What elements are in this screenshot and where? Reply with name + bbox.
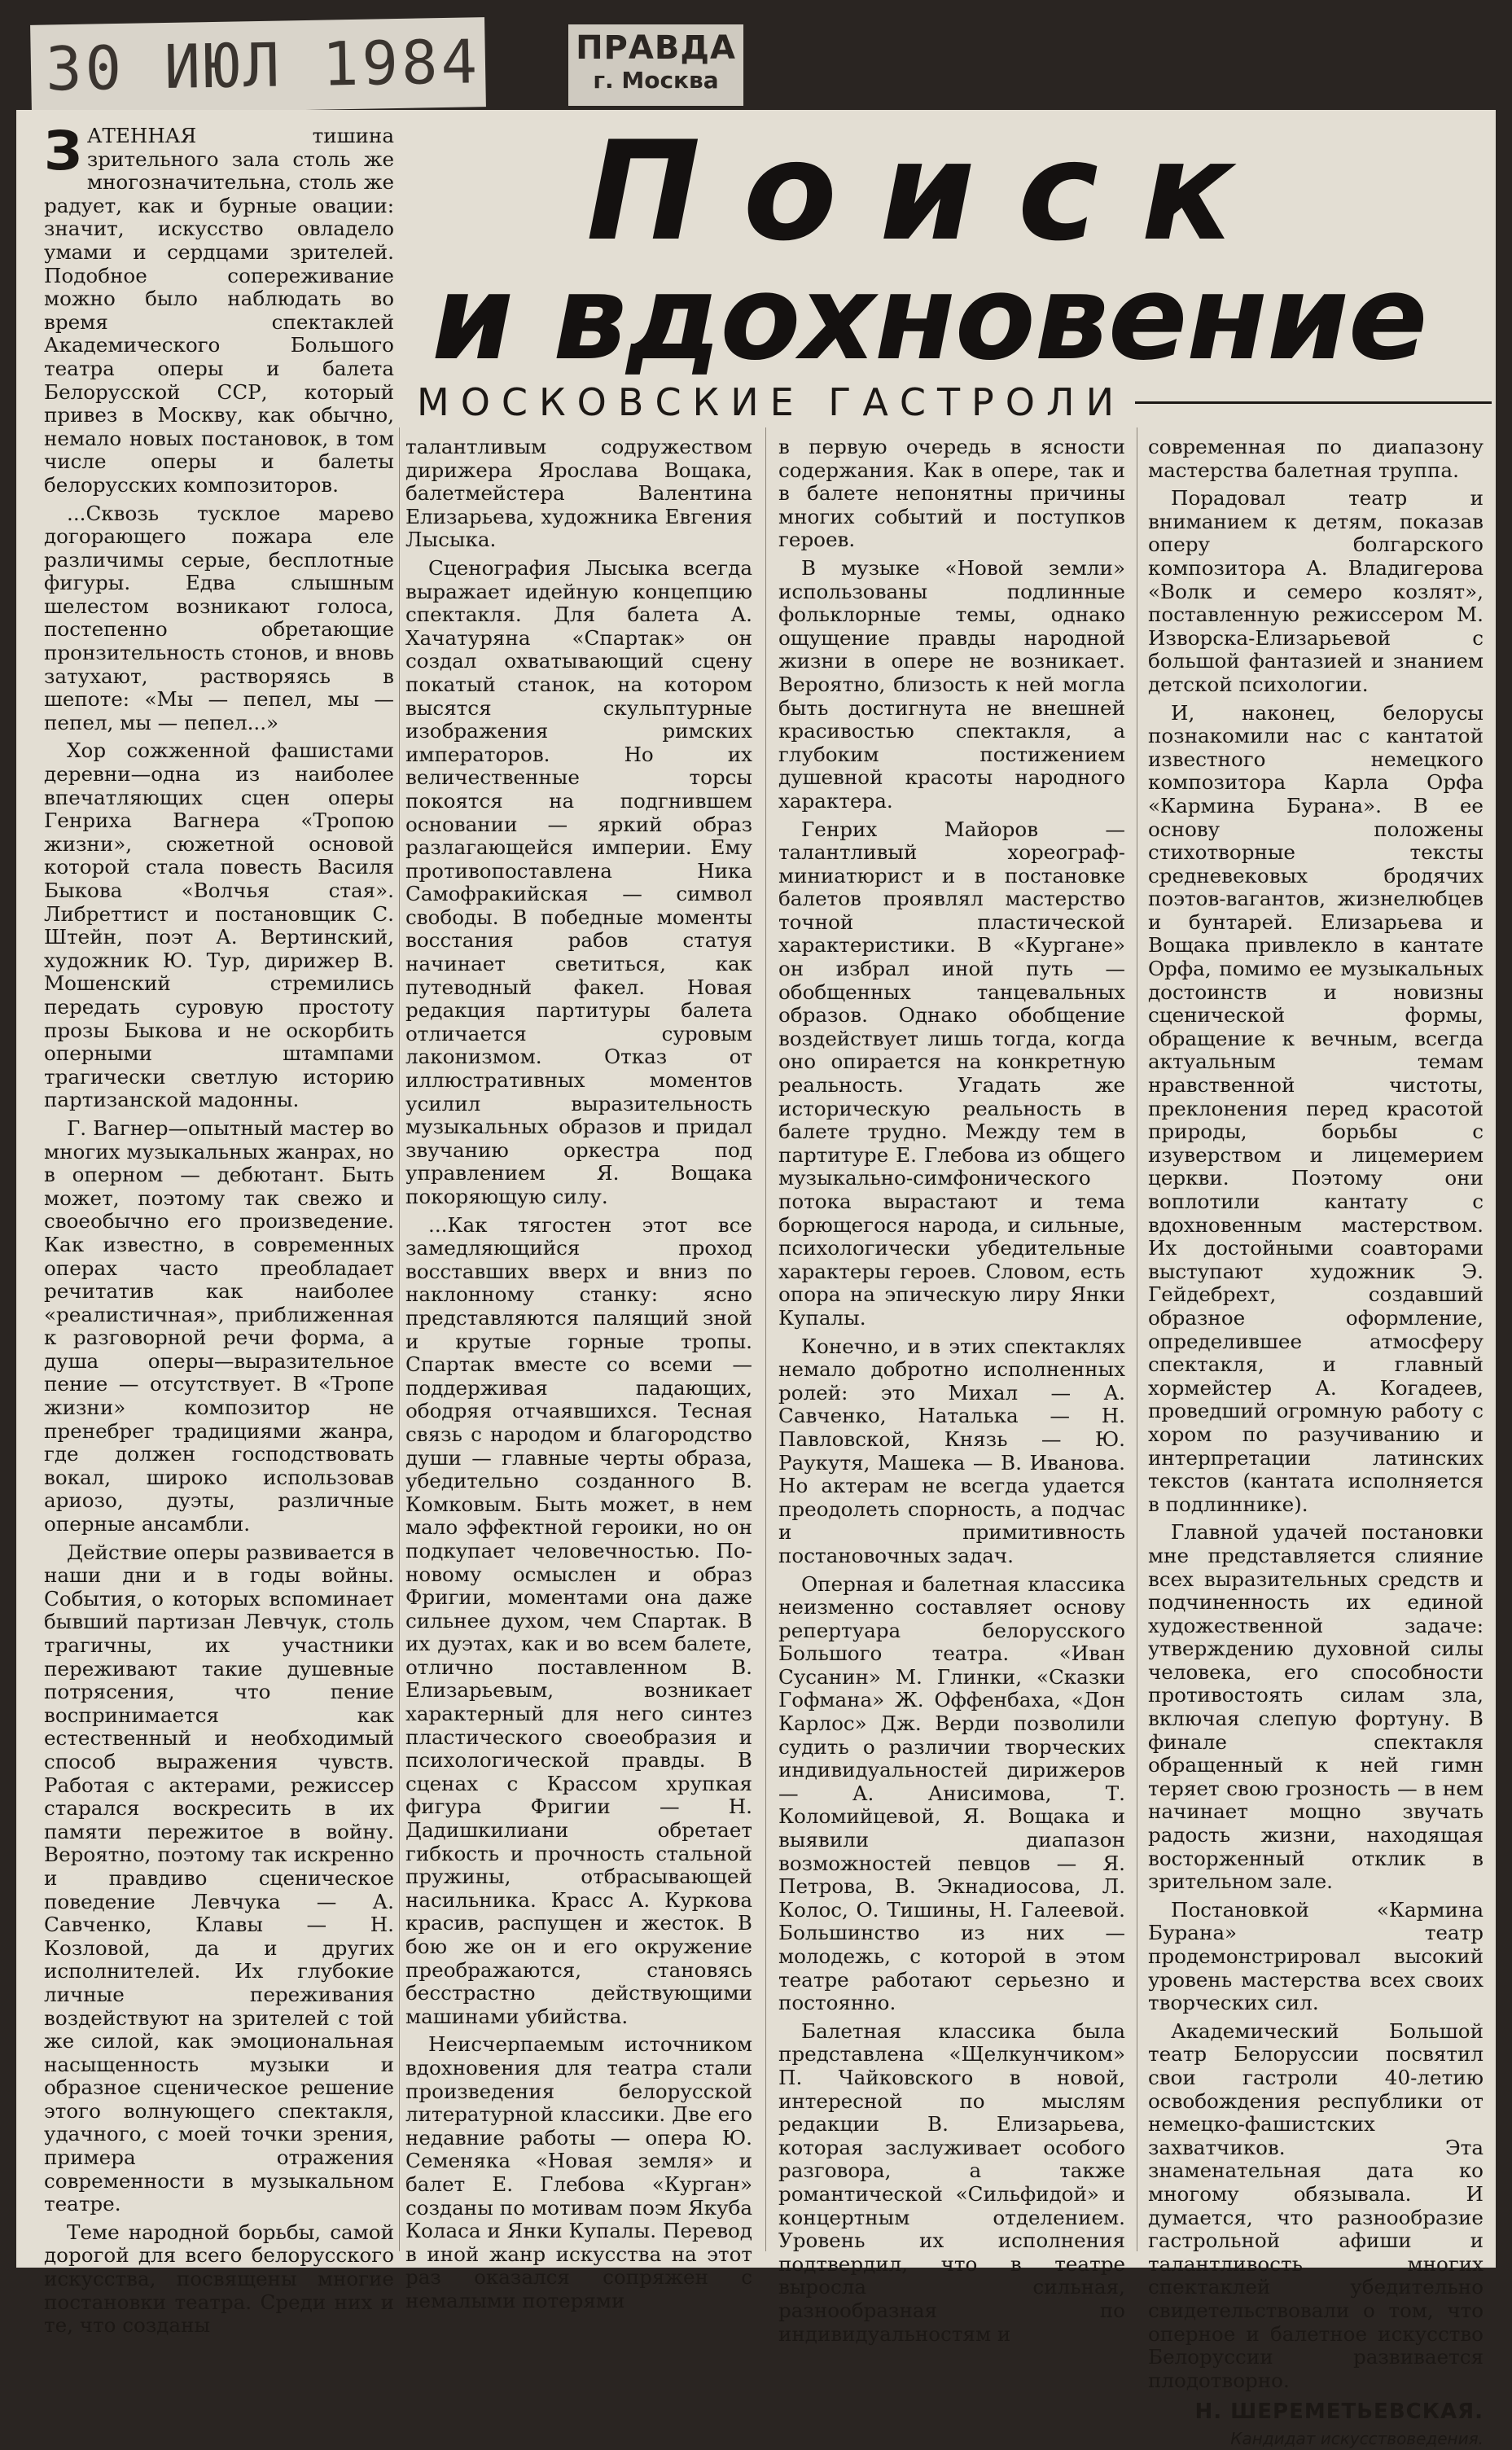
article-column-4 xyxy=(1148,435,1484,2448)
paragraph: Г. Вагнер—опытный мастер во многих музыкальных жанрах, но в оперном — дебютант. Быть может, поэтому так свежо и своеобычно его произведение. Как известно, в современных операх часто преобладает речитатив как наиболее «реалистичная», приближенная к разговорной речи форма, а душа оперы—выразительное пение — отсутствует. В «Тропе жизни» композитор не пренебрег традициями жанра, где должен господствовать вокал, широко использовав ариозо, дуэты, различные оперные ансамбли. xyxy=(44,1115,394,1536)
paragraph: Сценография Лысыка всегда выражает идейную концепцию спектакля. Для балета А. Хачатуряна «Спартак» он создал охватывающий сцену покатый станок, на котором высятся скульптурные изображения римских императоров. Но их величественные торсы покоятся на подгнившем основании — яркий образ разлагающейся империи. Ему противопоставлена Ника Самофракийская — символ свободы. В победные моменты восстания рабов статуя начинает светиться, как путеводный факел. Новая редакция партитуры балета отличается суровым лаконизмом. Отказ от иллюстративных моментов усилил выразительность музыкальных образов и придал звучанию оркестра под управлением Я. Вощака покоряющую силу. xyxy=(405,555,752,1208)
newspaper-city: г. Москва xyxy=(593,67,719,94)
date-stamp: 30 ИЮЛ 1984 xyxy=(30,17,486,115)
headline-line-2: и вдохновение xyxy=(432,249,1427,386)
paragraph: ...Сквозь тусклое марево догорающего пожара еле различимы серые, бесплотные фигуры. Едва слышным шелестом возникают голоса, постепенно обретающие пронзительность стонов, и вновь затухают, растворяясь в шепоте: «Мы — пепел, мы — пепел, мы — пепел...» xyxy=(44,501,394,734)
paragraph: Оперная и балетная классика неизменно составляет основу репертуара белорусского Большого театра. «Иван Сусанин» М. Глинки, «Сказки Гофмана» Ж. Оффенбаха, «Дон Карлос» Дж. Верди позволили судить о различии творческих индивидуальностей дирижеров — А. Анисимова, Т. Коломийцевой, Я. Вощака и выявили диапазон возможностей певцов — Я. Петрова, В. Экнадиосова, Л. Колос, О. Тишины, Н. Галеевой. Большинство из них — молодежь, с которой в этом театре работают серьезно и постоянно. xyxy=(778,1571,1125,2015)
column-divider xyxy=(765,427,766,2251)
paragraph: Постановкой «Кармина Бурана» театр продемонстрировал высокий уровень мастерства всех своих творческих сил. xyxy=(1148,1897,1484,2015)
paragraph: Хор сожженной фашистами деревни—одна из наиболее впечатляющих сцен оперы Генриха Вагнера «Тропою жизни», сюжетной основой которой стала повесть Василя Быкова «Волчья стая». Либреттист и постановщик С. Штейн, поэт А. Вертинский, художник Ю. Тур, дирижер В. Мошенский стремились передать суровую простоту прозы Быкова и не оскорбить оперными штампами трагически светлую историю партизанской мадонны. xyxy=(44,739,394,1112)
paragraph: Конечно, и в этих спектаклях немало добротно исполненных ролей: это Михал — А. Савченко, Наталька — Н. Павловской, Князь — Ю. Раукутя, Машека — В. Иванова. Но актерам не всегда удается преодолеть спорность, а подчас и примитивность постановочных задач. xyxy=(778,1334,1125,1567)
article-column-1 xyxy=(44,120,394,2338)
author-title: Кандидат искусствоведения. xyxy=(1230,2428,1484,2448)
paragraph: ЗАТЕННАЯ тишина зрительного зала столь же многозначительна, столь же радует, как и бурные овации: значит, искусство овладело умами и сердцами зрителей. Подобное сопереживание можно было наблюдать во время спектаклей Академического Большого театра оперы и балета Белорусской ССР, который привез в Москву, как обычно, немало новых постановок, в том числе оперы и балеты белорусских композиторов. xyxy=(44,120,394,497)
paragraph: Действие оперы развивается в наши дни и в годы войны. События, о которых вспоминает бывший партизан Левчук, столь трагичны, их участники переживают такие душевные потрясения, что пение воспринимается как естественный и необходимый способ выражения чувств. Работая с актерами, режиссер старался воскресить в их памяти пережитое в войну. Вероятно, поэтому так искренно и правдиво сценическое поведение Левчука — А. Савченко, Клавы — Н. Козловой, да и других исполнителей. Их глубокие личные переживания воздействуют на зрителей с той же силой, как эмоциональная насыщенность музыки и образное сценическое решение этого волнующего спектакля, удачного, с моей точки зрения, примера отражения современности в музыкальном театре. xyxy=(44,1540,394,2216)
article-column-3 xyxy=(778,435,1125,2346)
article-column-2 xyxy=(405,435,752,2312)
rubric-rule xyxy=(1135,401,1492,404)
rubric-text: МОСКОВСКИЕ ГАСТРОЛИ xyxy=(417,380,1125,424)
article-headline xyxy=(415,112,1482,386)
paragraph: Академический Большой театр Белоруссии посвятил свои гастроли 40-летию освобождения республики от немецко-фашистских захватчиков. Эта знаменательная дата ко многому обязывала. И думается, что разнообразие гастрольной афиши и талантливость многих спектаклей убедительно свидетельствовали о том, что оперное и балетное искусство Белоруссии развивается плодотворно. xyxy=(1148,2018,1484,2392)
paragraph: Генрих Майоров — талантливый хореограф-миниатюрист и в постановке балетов проявлял мастерство точной пластической характеристики. В «Кургане» он избрал иной путь — обобщенных танцевальных образов. Однако обобщение воздействует лишь тогда, когда оно опирается на конкретную реальность. Угадать же историческую реальность в балете трудно. Между тем в партитуре Е. Глебова из общего музыкально-симфонического потока вырастают и тема борющегося народа, и сильные, психологически убедительные характеры героев. Словом, есть опора на эпическую лиру Янки Купалы. xyxy=(778,817,1125,1330)
headline-line-1: Поиск xyxy=(586,112,1277,271)
paragraph: в первую очередь в ясности содержания. Как в опере, так и в балете непонятны причины многих событий и поступков героев. xyxy=(778,435,1125,552)
paragraph: Порадовал театр и вниманием к детям, показав оперу болгарского композитора А. Владигерова «Волк и семеро козлят», поставленную режиссером М. Изворска-Елизарьевой с большой фантазией и знанием детской психологии. xyxy=(1148,486,1484,696)
paragraph: ...Как тягостен этот все замедляющийся проход восставших вверх и вниз по наклонному станку: ясно представляются палящий зной и крутые горные тропы. Спартак вместе со всеми — поддерживая падающих, ободряя отчаявшихся. Тесная связь с народом и благородство души — главные черты образа, убедительно созданного В. Комковым. Быть может, в нем мало эффектной героики, но он подкупает человечностью. По-новому осмыслен и образ Фригии, моментами она даже сильнее духом, чем Спартак. В их дуэтах, как и во всем балете, отлично поставленном В. Елизарьевым, возникает характерный для него синтез пластического своеобразия и психологической правды. В сценах с Крассом хрупкая фигура Фригии — Н. Дадишкилиани обретает гибкость и прочность стальной пружины, отбрасывающей насильника. Красс А. Куркова красив, распущен и жесток. В бою же он и его окружение преображаются, становясь бесстрастно действующими машинами убийства. xyxy=(405,1212,752,2028)
paragraph: талантливым содружеством дирижера Ярослава Вощака, балетмейстера Валентина Елизарьева, художника Евгения Лысыка. xyxy=(405,435,752,552)
column-divider xyxy=(399,427,400,2251)
paragraph: В музыке «Новой земли» использованы подлинные фольклорные темы, однако ощущение правды народной жизни в опере не возникает. Вероятно, близость к ней могла быть достигнута не внешней красивостью спектакля, а глубоким постижением душевной красоты народного характера. xyxy=(778,555,1125,813)
paragraph: Балетная классика была представлена «Щелкунчиком» П. Чайковского в новой, интересной по мыслям редакции В. Елизарьева, которая заслуживает особого разговора, а также романтической «Сильфидой» и концертным отделением. Уровень их исполнения подтвердил, что в театре выросла сильная, разнообразная по индивидуальностям и xyxy=(778,2018,1125,2346)
paragraph: современная по диапазону мастерства балетная труппа. xyxy=(1148,435,1484,482)
author-signature: Н. ШЕРЕМЕТЬЕВСКАЯ. xyxy=(1194,2400,1484,2425)
paragraph: Неисчерпаемым источником вдохновения для театра стали произведения белорусской литературной классики. Две его недавние работы — опера Ю. Семеняка «Новая земля» и балет Е. Глебова «Курган» созданы по мотивам поэм Якуба Коласа и Янки Купалы. Перевод в иной жанр искусства на этот раз оказался сопряжен с немалыми потерями xyxy=(405,2032,752,2312)
newspaper-name: ПРАВДА xyxy=(576,29,736,67)
newspaper-clipping xyxy=(16,110,1496,2448)
paragraph: Главной удачей постановки мне представляется слияние всех выразительных средств и подчиненность их единой художественной задаче: утверждению духовной силы человека, его способности противостоять силам зла, включая слепую фортуну. В финале спектакля обращенный к ней гимн теряет свою грозность — в нем начинает мощно звучать радость жизни, находящая восторженный отклик в зрительном зале. xyxy=(1148,1520,1484,1894)
source-label xyxy=(568,24,743,106)
paragraph: И, наконец, белорусы познакомили нас с кантатой известного немецкого композитора Карла Орфа «Кармина Бурана». В ее основу положены стихотворные тексты средневековых бродячих поэтов-вагантов, жизнелюбцев и бунтарей. Елизарьева и Вощака привлекло в кантате Орфа, помимо ее музыкальных достоинств и новизны сценической формы, обращение к вечным, всегда актуальным темам нравственной чистоты, преклонения перед красотой природы, борьбы с изуверством и лицемерием церкви. Поэтому они воплотили кантату с вдохновенным мастерством. Их достойными соавторами выступают художник Э. Гейдебрехт, создавший образное оформление, определившее атмосферу спектакля, и главный хормейстер А. Когадеев, проведший огромную работу с хором по разучиванию и интерпретации латинских текстов (кантата исполняется в подлиннике). xyxy=(1148,700,1484,1516)
paragraph: Теме народной борьбы, самой дорогой для всего белорусского искусства, посвящены многие постановки театра. Среди них и те, что созданы xyxy=(44,2220,394,2338)
rubric xyxy=(417,382,1492,423)
drop-cap: З xyxy=(44,120,82,182)
